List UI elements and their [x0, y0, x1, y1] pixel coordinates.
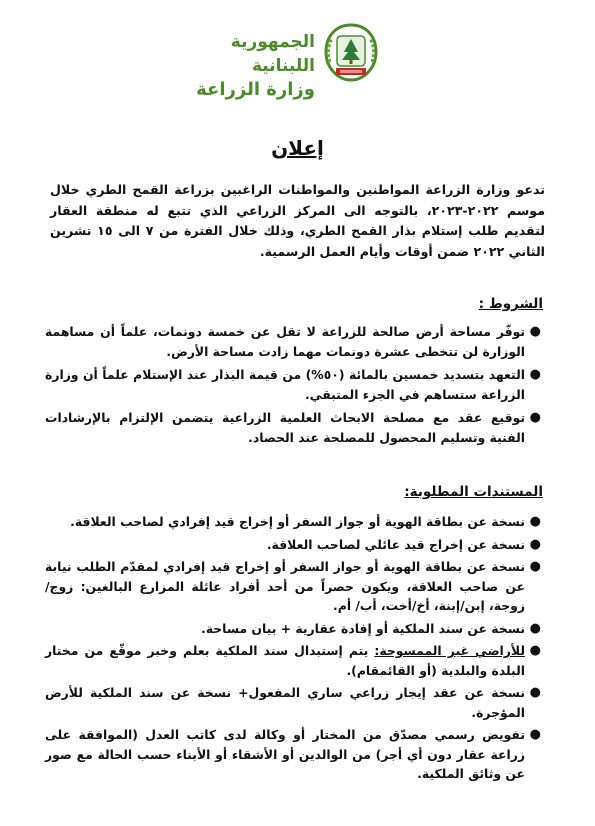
bullet-icon: ● [529, 367, 541, 382]
page-title: إعلان [271, 136, 324, 160]
conditions-heading: الشروط : [478, 296, 543, 312]
conditions-list [45, 322, 545, 451]
bullet-icon: ● [529, 685, 541, 700]
list-item: ● توفّر مساحة أرض صالحة للزراعة لا تقل عن خمسة دونمات، علماً أن مساهمة الوزارة لن تتخطى عشرة دونمات مهما زادت مساحة الأرض. [45, 324, 541, 359]
list-item: ● نسخة عن بطاقة الهوية أو جواز السفر أو إخراج قيد إفرادي لمقدّم الطلب نيابة عن صاحب العلاقة، ويكون حصراً من أحد أفراد عائلة المزارع البالغين: زوج/زوجة، إبن/إبنة، أخ/أخت، أب/ أم. [45, 559, 541, 613]
bullet-icon: ● [529, 410, 541, 425]
intro-paragraph: تدعو وزارة الزراعة المواطنين والمواطنات الراغبين بزراعة القمح الطري خلال موسم ٢٠٢٢-٢٠٢٣، بالتوجه الى المركز الزراعي الذي تتبع له منطقة العقار لتقديم طلب إستلام بذار القمح الطري، وذلك خلال الفترة من ٧ الى ١٥ تشرين الثاني ٢٠٢٢ ضمن أوقات وأيام العمل الرسمية. [50, 182, 546, 259]
bullet-icon: ● [529, 559, 541, 574]
list-item: ● للأراضي غير الممسوحة: يتم إستبدال سند الملكية بعلم وخبر موقّع من مختار البلدة والبلدية (أو القائمقام). [45, 643, 541, 678]
list-item: ● نسخة عن بطاقة الهوية أو جواز السفر أو إخراج قيد إفرادي لصاحب العلاقة. [45, 512, 545, 532]
documents-heading: المستندات المطلوبة: [404, 484, 543, 500]
ministry-emblem-icon [322, 22, 380, 84]
list-item: ● تفويض رسمي مصدّق من المختار أو وكالة لدى كاتب العدل (الموافقة على زراعة عقار دون أي أجر) من الوالدين أو الأشقاء أو الأبناء حسب الحالة مع صور عن وثائق الملكية. [45, 727, 541, 781]
list-item: ● نسخة عن سند الملكية أو إفادة عقارية + بيان مساحة. [45, 619, 545, 639]
letterhead [0, 18, 595, 100]
ministry-name: وزارة الزراعة [196, 79, 315, 100]
list-item: ● توقيع عقد مع مصلحة الابحاث العلمية الزراعية يتضمن الإلتزام بالإرشادات الفنية وتسليم المحصول للمصلحة عند الحصاد. [45, 410, 541, 445]
list-item: ● نسخة عن عقد إيجار زراعي ساري المفعول+ نسخة عن سند الملكية للأرض المؤجرة. [45, 685, 541, 720]
bullet-icon: ● [529, 536, 541, 552]
bullet-icon: ● [529, 727, 541, 742]
list-item: ● نسخة عن إخراج قيد عائلي لصاحب العلاقة. [45, 535, 545, 555]
republic-name: الجمهورية اللبنانية [230, 32, 315, 76]
documents-list [45, 512, 545, 787]
bullet-icon: ● [529, 620, 541, 636]
ministry-name-block [170, 30, 315, 102]
bullet-icon: ● [529, 643, 541, 658]
bullet-icon: ● [529, 514, 541, 529]
list-item: ● التعهد بتسديد خمسين بالمائة (٥٠%) من قيمة البذار عند الإستلام علماً أن وزارة الزراعة ستساهم في الجزء المتبقي. [45, 367, 541, 402]
bullet-icon: ● [529, 324, 541, 339]
